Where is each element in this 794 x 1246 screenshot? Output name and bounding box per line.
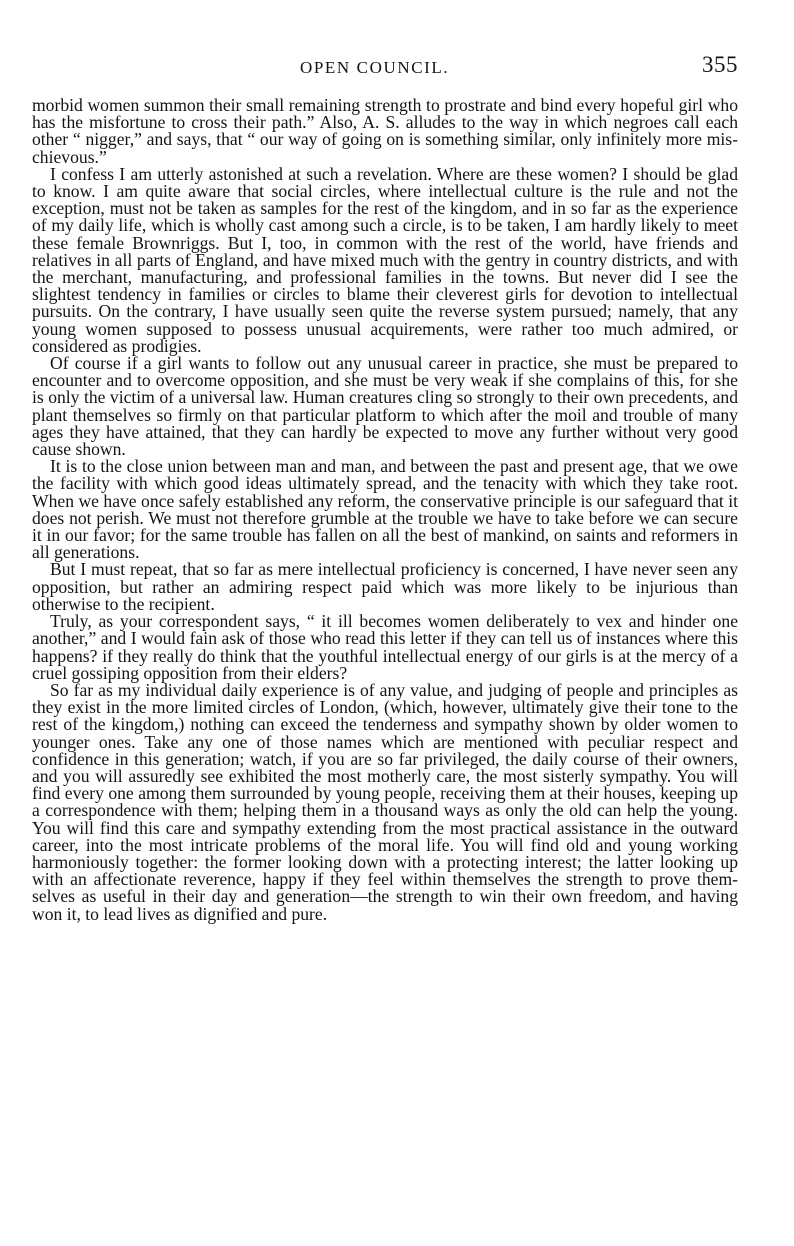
page-number: 355 (702, 52, 738, 77)
paragraph: I confess I am utterly astonished at such a revelation. Where are these women? I should be glad to know. I am quite aware that social circles, where intellectual culture is the rule and not the exception, must not be taken as samples for the rest of the kingdom, and in so far as the experience of my daily life, which is wholly cast among such a circle, is to be taken, I am hardly likely to meet these female Brownriggs. But I, too, in common with the rest of the world, have friends and relatives in all parts of England, and have mixed much with the gentry in country districts, and with the merchant, manufacturing, and professional families in the towns. But never did I see the slightest tendency in families or circles to blame their cleverest girls for devotion to intellectual pursuits. On the contrary, I have usually seen quite the reverse system pursued; namely, that any young women supposed to possess unusual acquirements, were rather too much admired, or considered as prodigies. (32, 163, 738, 356)
paragraph: It is to the close union between man and man, and between the past and present age, that we owe the facility with which good ideas ultimately spread, and the tenacity with which they take root. When we have once safely established any reform, the conservative principle is our safeguard that it does not perish. We must not therefore grumble at the trouble we have to take before we can secure it in our favor; for the same trouble has fallen on all the best of mankind, on saints and reformers in all generations. (32, 456, 738, 563)
body-text (32, 97, 738, 923)
paragraph: Of course if a girl wants to follow out any unusual career in practice, she must be prepared to encounter and to overcome opposition, and she must be very weak if she complains of this, for she is only the victim of a universal law. Human creatures cling so strongly to their own precedents, and plant themselves so firmly on that particular platform to which after the moil and trouble of many ages they have attained, that they can hardly be expected to move any further without very good cause shown. (32, 353, 738, 460)
paragraph: Truly, as your correspondent says, “ it ill becomes women deliberately to vex and hinder one another,” and I would fain ask of those who read this letter if they can tell us of instances where this happens? if they really do think that the youthful intellectual energy of our girls is at the mercy of a cruel gossiping opposition from their elders? (32, 611, 738, 683)
paragraph-continued: morbid women summon their small remaining strength to prostrate and bind every hopeful girl who has the misfortune to cross their path.” Also, A. S. alludes to the way in which negroes call each other “ nigger,” and says, that “ our way of going on is something similar, only infinitely more mischievous.” (32, 95, 738, 167)
paragraph: So far as my individual daily experience is of any value, and judging of people and principles as they exist in the more limited circles of London, (which, however, ultimately give their tone to the rest of the kingdom,) nothing can exceed the tenderness and sympathy shown by older women to younger ones. Take any one of those names which are mentioned with peculiar respect and confidence in this generation; watch, if you are so far privileged, the daily course of their owners, and you will assuredly see exhibited the most motherly care, the most sisterly sympathy. You will find every one among them surrounded by young people, receiving them at their houses, keeping up a correspondence with them; helping them in a thousand ways as only the old can help the young. You will find this care and sympathy extending from the most practical assistance in the outward career, into the most intricate problems of the moral life. You will find old and young working harmoniously together: the former looking down with a protecting interest; the latter looking up with an affectionate reverence, happy if they feel within themselves the strength to prove themselves as useful in their day and generation—the strength to win their own freedom, and having won it, to lead lives as dignified and pure. (32, 679, 738, 924)
running-title: OPEN COUNCIL. (300, 58, 450, 77)
running-head (0, 52, 794, 82)
paragraph: But I must repeat, that so far as mere intellectual proficiency is concerned, I have never seen any opposition, but rather an admiring respect paid which was more likely to be injurious than otherwise to the recipient. (32, 559, 738, 614)
